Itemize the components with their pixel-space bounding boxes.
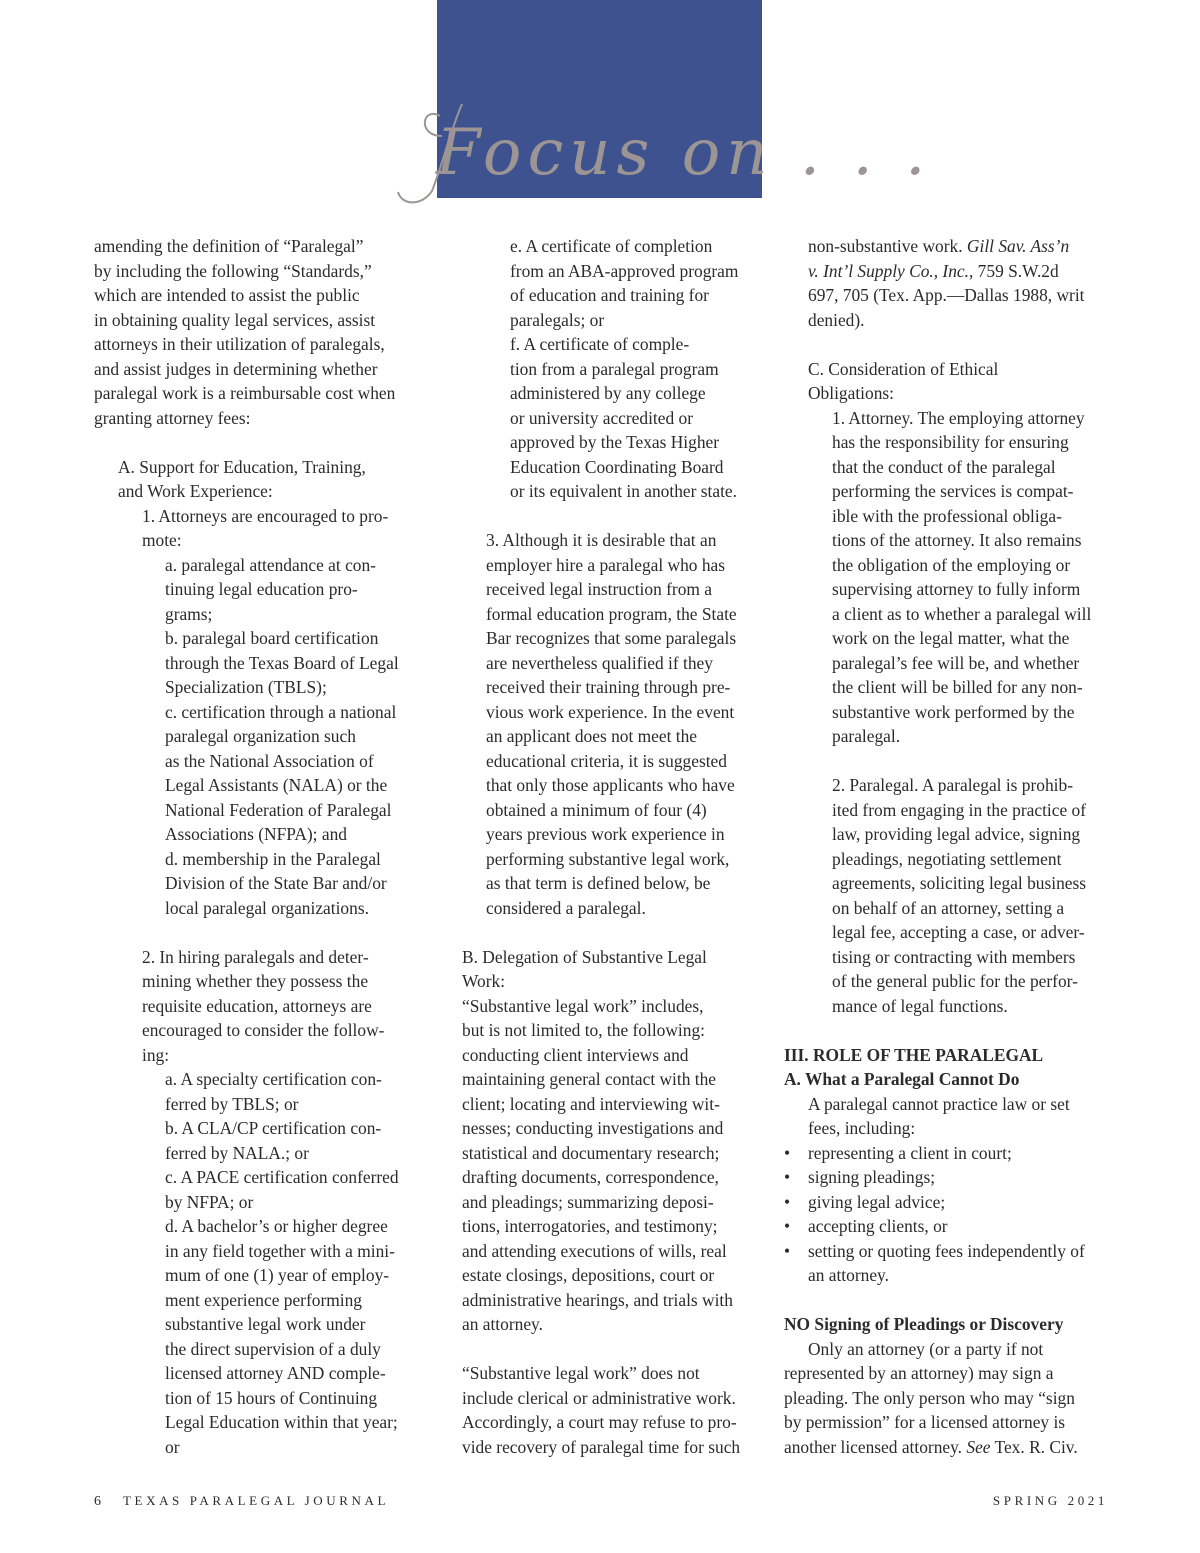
- bullet-icon: •: [784, 1167, 791, 1187]
- text-line: mote:: [142, 530, 182, 550]
- text-line: b. A CLA/CP certification con-: [165, 1118, 382, 1138]
- text-line: A paralegal cannot practice law or set: [808, 1093, 1070, 1114]
- text-line: ited from engaging in the practice of: [832, 799, 1086, 820]
- text-line: Only an attorney (or a party if not: [808, 1338, 1044, 1359]
- text-line: a client as to whether a paralegal will: [832, 603, 1092, 624]
- text-line: C. Consideration of Ethical: [808, 358, 999, 379]
- text-line: as that term is defined below, be: [486, 873, 711, 893]
- text-line: law, providing legal advice, signing: [832, 824, 1081, 844]
- text-line: received legal instruction from a: [486, 579, 712, 599]
- text-line: by including the following “Standards,”: [94, 260, 372, 281]
- text-line: substantive work performed by the: [832, 701, 1075, 722]
- list-item-text: accepting clients, or: [808, 1216, 948, 1236]
- text-line: considered a paralegal.: [486, 897, 646, 918]
- column-1: [94, 234, 424, 1459]
- bullet-icon: •: [784, 1191, 791, 1212]
- text-line: granting attorney fees:: [94, 407, 251, 428]
- text-line: that only those applicants who have: [486, 775, 735, 795]
- text-line: “Substantive legal work” does not: [462, 1363, 700, 1383]
- text-line: tising or contracting with members: [832, 946, 1076, 967]
- text-line: b. paralegal board certification: [165, 628, 379, 648]
- text-line: performing substantive legal work,: [486, 848, 730, 869]
- text-line: an applicant does not meet the: [486, 726, 698, 746]
- text-line: Division of the State Bar and/or: [165, 873, 387, 893]
- text-line: of education and training for: [510, 285, 709, 305]
- text-line: tions of the attorney. It also remains: [832, 530, 1082, 550]
- text-line: tion of 15 hours of Continuing: [165, 1387, 378, 1408]
- text-line: Obligations:: [808, 383, 894, 403]
- text-line: or university accredited or: [510, 407, 694, 428]
- text-line: c. certification through a national: [165, 701, 397, 722]
- item-2-sublist: [94, 1067, 424, 1459]
- text-line: represented by an attorney) may sign a: [784, 1363, 1054, 1383]
- text-line: A. Support for Education, Training,: [118, 456, 366, 477]
- text-line: estate closings, depositions, court or: [462, 1265, 715, 1285]
- text-line: paralegal organization such: [165, 726, 356, 746]
- section-iii-heading: III. ROLE OF THE PARALEGAL: [784, 1044, 1044, 1065]
- case-name: Gill Sav. Ass’n: [966, 236, 1070, 256]
- list-item-continuation: an attorney.: [808, 1265, 889, 1285]
- text-line: vious work experience. In the event: [486, 701, 735, 722]
- text-line: Education Coordinating Board: [510, 456, 724, 477]
- text-line: in obtaining quality legal services, assist: [94, 309, 376, 330]
- section-b: [462, 945, 762, 1337]
- text-line: ment experience performing: [165, 1289, 363, 1310]
- text-segment: another licensed attorney.: [784, 1436, 967, 1457]
- text-line: fees, including:: [808, 1118, 916, 1138]
- text-line: by permission” for a licensed attorney is: [784, 1412, 1066, 1432]
- text-line: the client will be billed for any non-: [832, 677, 1083, 697]
- cannot-do-intro: [784, 1092, 1114, 1141]
- text-line: statistical and documentary research;: [462, 1142, 720, 1163]
- text-line: approved by the Texas Higher: [510, 432, 720, 452]
- text-line: conducting client interviews and: [462, 1044, 689, 1065]
- text-line: 2. Paralegal. A paralegal is prohib-: [832, 775, 1073, 795]
- text-line: [784, 234, 1114, 259]
- text-line: of the general public for the perfor-: [832, 971, 1078, 991]
- text-line: Bar recognizes that some paralegals: [486, 628, 737, 648]
- text-line: amending the definition of “Paralegal”: [94, 236, 364, 256]
- item-2: [94, 945, 424, 1068]
- text-segment: , 759 S.W.2d: [968, 260, 1059, 281]
- focus-on-title: [392, 96, 932, 216]
- text-line: Legal Assistants (NALA) or the: [165, 775, 388, 795]
- text-line: client; locating and interviewing wit-: [462, 1093, 720, 1114]
- text-line: maintaining general contact with the: [462, 1069, 717, 1089]
- text-line: and assist judges in determining whether: [94, 358, 378, 379]
- text-line: f. A certificate of comple-: [510, 334, 690, 354]
- text-line: the obligation of the employing or: [832, 554, 1071, 575]
- text-line: or its equivalent in another state.: [510, 481, 737, 501]
- text-line: [784, 259, 1114, 284]
- text-line: tinuing legal education pro-: [165, 579, 358, 599]
- text-line: local paralegal organizations.: [165, 897, 369, 918]
- text-line: grams;: [165, 603, 213, 624]
- bullet-icon: •: [784, 1142, 791, 1163]
- text-line: through the Texas Board of Legal: [165, 652, 399, 673]
- bullet-icon: •: [784, 1216, 791, 1236]
- cannot-do-list: [784, 1141, 1114, 1288]
- text-line: drafting documents, correspondence,: [462, 1167, 719, 1187]
- text-line: 697, 705 (Tex. App.—Dallas 1988, writ: [808, 285, 1085, 305]
- footer-left: [94, 1493, 389, 1510]
- text-line: administered by any college: [510, 383, 706, 403]
- text-line: Legal Education within that year;: [165, 1412, 398, 1432]
- text-line: 1. Attorney. The employing attorney: [832, 407, 1085, 428]
- text-line: pleading. The only person who may “sign: [784, 1387, 1075, 1408]
- text-line: attorneys in their utilization of paralegals,: [94, 334, 385, 354]
- text-segment: non-substantive work.: [808, 236, 967, 256]
- text-line: ible with the professional obliga-: [832, 505, 1062, 526]
- text-line: licensed attorney AND comple-: [165, 1363, 386, 1383]
- text-line: [784, 1435, 1114, 1460]
- c-item-1: [784, 406, 1114, 749]
- citation-signal: See: [966, 1436, 991, 1457]
- text-line: and attending executions of wills, real: [462, 1240, 727, 1261]
- text-line: paralegal work is a reimbursable cost when: [94, 383, 396, 403]
- item-1-sublist: [94, 553, 424, 921]
- text-line: B. Delegation of Substantive Legal: [462, 946, 707, 967]
- text-line: Work:: [462, 971, 506, 991]
- text-line: which are intended to assist the public: [94, 285, 360, 305]
- text-line: 2. In hiring paralegals and deter-: [142, 946, 369, 967]
- text-line: paralegals; or: [510, 309, 605, 330]
- list-item: [784, 1214, 1114, 1239]
- text-line: employer hire a paralegal who has: [486, 554, 726, 575]
- text-line: paralegal’s fee will be, and whether: [832, 652, 1080, 673]
- text-line: ferred by NALA.; or: [165, 1142, 309, 1163]
- text-line: paralegal.: [832, 726, 901, 746]
- text-line: work on the legal matter, what the: [832, 628, 1070, 648]
- text-line: from an ABA-approved program: [510, 260, 739, 281]
- focus-on-text: Focus on . . .: [436, 116, 932, 190]
- text-line: mum of one (1) year of employ-: [165, 1265, 390, 1285]
- text-line: pleadings, negotiating settlement: [832, 848, 1062, 869]
- list-item-text: setting or quoting fees independently of: [808, 1240, 1085, 1261]
- item-2-sublist-continued: [462, 234, 762, 504]
- text-line: an attorney.: [462, 1314, 543, 1334]
- bullet-icon: •: [784, 1240, 791, 1261]
- text-line: c. A PACE certification conferred: [165, 1167, 399, 1187]
- text-line: d. A bachelor’s or higher degree: [165, 1216, 388, 1236]
- substantive-not-paragraph: [462, 1361, 762, 1459]
- text-line: e. A certificate of completion: [510, 236, 713, 256]
- no-signing-heading: NO Signing of Pleadings or Discovery: [784, 1314, 1064, 1334]
- issue-date: SPRING 2021: [992, 1493, 1108, 1508]
- text-line: a. A specialty certification con-: [165, 1069, 382, 1089]
- text-line: are nevertheless qualified if they: [486, 652, 713, 673]
- item-1: [94, 504, 424, 553]
- text-line: agreements, soliciting legal business: [832, 873, 1087, 893]
- text-line: in any field together with a mini-: [165, 1240, 395, 1261]
- column-2: [462, 234, 762, 1459]
- text-line: Associations (NFPA); and: [165, 824, 347, 844]
- text-line: performing the services is compat-: [832, 481, 1074, 501]
- text-line: administrative hearings, and trials with: [462, 1289, 733, 1310]
- text-line: encouraged to consider the follow-: [142, 1020, 385, 1040]
- text-line: mining whether they possess the: [142, 971, 369, 991]
- text-line: a. paralegal attendance at con-: [165, 554, 376, 575]
- list-item: [784, 1141, 1114, 1166]
- item-3: [462, 528, 762, 920]
- section-c-heading: [784, 357, 1114, 406]
- text-line: legal fee, accepting a case, or adver-: [832, 922, 1085, 942]
- c-item-2: [784, 773, 1114, 1018]
- text-line: 1. Attorneys are encouraged to pro-: [142, 505, 389, 526]
- text-line: nesses; conducting investigations and: [462, 1118, 724, 1138]
- section-a-heading: [94, 455, 424, 504]
- column-3: [784, 234, 1114, 1459]
- text-line: tion from a paralegal program: [510, 358, 719, 379]
- text-line: educational criteria, it is suggested: [486, 750, 727, 771]
- text-line: and Work Experience:: [118, 481, 273, 501]
- list-item: [784, 1190, 1114, 1215]
- text-line: include clerical or administrative work.: [462, 1387, 736, 1408]
- text-line: but is not limited to, the following:: [462, 1020, 705, 1040]
- text-line: requisite education, attorneys are: [142, 995, 372, 1016]
- no-signing-paragraph: [784, 1337, 1114, 1460]
- text-line: substantive legal work under: [165, 1314, 366, 1334]
- text-line: supervising attorney to fully inform: [832, 579, 1081, 599]
- text-line: formal education program, the State: [486, 603, 737, 624]
- text-line: ing:: [142, 1044, 170, 1065]
- text-line: obtained a minimum of four (4): [486, 799, 707, 820]
- list-item: [784, 1165, 1114, 1190]
- text-line: “Substantive legal work” includes,: [462, 995, 704, 1016]
- list-item-text: representing a client in court;: [808, 1142, 1012, 1163]
- text-line: Accordingly, a court may refuse to pro-: [462, 1412, 737, 1432]
- text-segment: Tex. R. Civ.: [990, 1436, 1078, 1457]
- text-line: by NFPA; or: [165, 1191, 254, 1212]
- text-line: that the conduct of the paralegal: [832, 456, 1056, 477]
- text-line: denied).: [808, 309, 865, 330]
- text-line: Specialization (TBLS);: [165, 677, 327, 697]
- text-line: ferred by TBLS; or: [165, 1093, 299, 1114]
- text-line: vide recovery of paralegal time for such: [462, 1436, 741, 1457]
- text-line: National Federation of Paralegal: [165, 799, 392, 820]
- page-number: 6: [94, 1494, 101, 1509]
- text-line: the direct supervision of a duly: [165, 1338, 381, 1359]
- text-line: on behalf of an attorney, setting a: [832, 897, 1065, 918]
- case-name: v. Int’l Supply Co., Inc.: [808, 260, 969, 281]
- publication-name: TEXAS PARALEGAL JOURNAL: [123, 1493, 390, 1508]
- list-item-text: giving legal advice;: [808, 1191, 946, 1212]
- text-line: and pleadings; summarizing deposi-: [462, 1191, 714, 1212]
- text-line: as the National Association of: [165, 750, 374, 771]
- text-line: received their training through pre-: [486, 677, 731, 697]
- list-item-text: signing pleadings;: [808, 1167, 936, 1187]
- text-line: 3. Although it is desirable that an: [486, 530, 717, 550]
- citation-continued: [784, 234, 1114, 332]
- subsection-a-heading: A. What a Paralegal Cannot Do: [784, 1069, 1020, 1089]
- text-line: has the responsibility for ensuring: [832, 432, 1069, 452]
- text-line: tions, interrogatories, and testimony;: [462, 1216, 718, 1236]
- text-line: mance of legal functions.: [832, 995, 1008, 1016]
- text-line: years previous work experience in: [486, 824, 725, 844]
- intro-paragraph: [94, 234, 424, 430]
- list-item: [784, 1239, 1114, 1264]
- text-line: or: [165, 1436, 180, 1457]
- text-line: d. membership in the Paralegal: [165, 848, 381, 869]
